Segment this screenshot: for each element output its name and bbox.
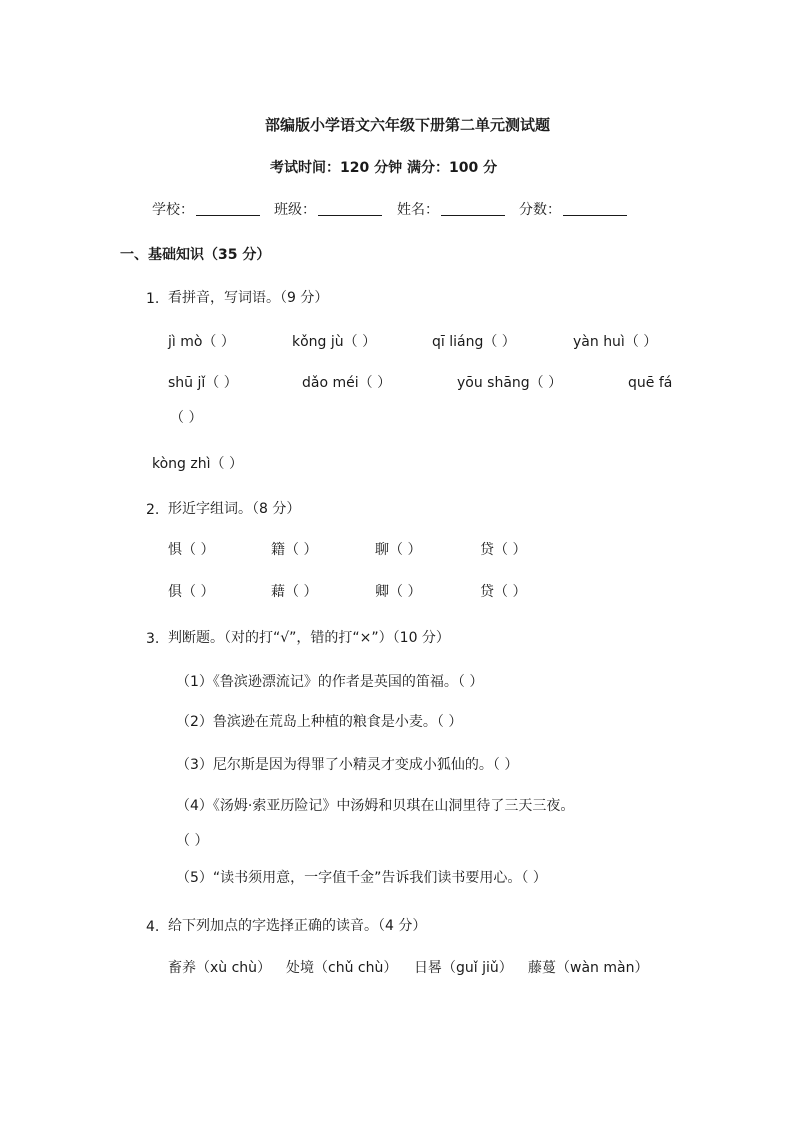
pronunciation-item: 处境（chǔ chù） <box>286 960 398 976</box>
exam-info: 考试时间：120 分钟 满分：100 分 <box>270 160 498 176</box>
pinyin-item: jì mò（ ） <box>168 334 235 350</box>
school-blank[interactable] <box>196 203 260 216</box>
char-item: 贷（ ） <box>480 584 527 600</box>
pinyin-blank: （ ） <box>170 410 203 426</box>
pinyin-item: yōu shāng（ ） <box>457 375 563 391</box>
question-1-text: 看拼音，写词语。（9 分） <box>168 290 329 306</box>
field-label: 学校： <box>152 202 194 218</box>
section-title: 一、基础知识（35 分） <box>120 247 271 263</box>
pronunciation-item: 畜养（xù chù） <box>168 960 272 976</box>
judge-item: （4）《汤姆·索亚历险记》中汤姆和贝琪在山洞里待了三天三夜。 <box>176 798 575 814</box>
field-class <box>274 203 382 217</box>
pinyin-item: dǎo méi（ ） <box>302 375 392 391</box>
name-blank[interactable] <box>441 203 505 216</box>
char-item: 俱（ ） <box>168 584 215 600</box>
judge-item: （3）尼尔斯是因为得罪了小精灵才变成小狐仙的。（ ） <box>176 757 519 773</box>
question-2-number: 2. <box>146 502 160 518</box>
field-score <box>519 203 627 217</box>
char-item: 藉（ ） <box>271 584 318 600</box>
question-2-text: 形近字组词。（8 分） <box>168 501 301 517</box>
question-4-text: 给下列加点的字选择正确的读音。（4 分） <box>168 918 427 934</box>
question-3-text: 判断题。（对的打“√”，错的打“×”）（10 分） <box>168 630 450 646</box>
score-blank[interactable] <box>563 203 627 216</box>
judge-blank: （ ） <box>176 833 209 849</box>
pinyin-item: yàn huì（ ） <box>573 334 658 350</box>
pinyin-item: shū jǐ（ ） <box>168 375 238 391</box>
judge-item: （1）《鲁滨逊漂流记》的作者是英国的笛福。（ ） <box>176 674 484 690</box>
char-item: 聊（ ） <box>375 542 422 558</box>
judge-item: （5）“读书须用意，一字值千金”告诉我们读书要用心。（ ） <box>176 870 547 886</box>
pronunciation-item: 日晷（guǐ jiǔ） <box>414 960 513 976</box>
pinyin-item: kòng zhì（ ） <box>152 456 243 472</box>
field-label: 姓名： <box>397 202 439 218</box>
page-title: 部编版小学语文六年级下册第二单元测试题 <box>265 116 551 134</box>
field-name <box>397 203 505 217</box>
question-4-number: 4. <box>146 919 160 935</box>
question-1-number: 1. <box>146 291 160 307</box>
pronunciation-item: 藤蔓（wàn màn） <box>528 960 649 976</box>
question-3-number: 3. <box>146 631 160 647</box>
judge-item: （2）鲁滨逊在荒岛上种植的粮食是小麦。（ ） <box>176 714 463 730</box>
field-label: 班级： <box>274 202 316 218</box>
field-school <box>152 203 260 217</box>
field-label: 分数： <box>519 202 561 218</box>
char-item: 籍（ ） <box>271 542 318 558</box>
char-item: 贷（ ） <box>480 542 527 558</box>
class-blank[interactable] <box>318 203 382 216</box>
pinyin-item: kǒng jù（ ） <box>292 334 377 350</box>
pinyin-item: qī liáng（ ） <box>432 334 516 350</box>
char-item: 卿（ ） <box>375 584 422 600</box>
pinyin-item: quē fá <box>628 375 673 391</box>
char-item: 惧（ ） <box>168 542 215 558</box>
